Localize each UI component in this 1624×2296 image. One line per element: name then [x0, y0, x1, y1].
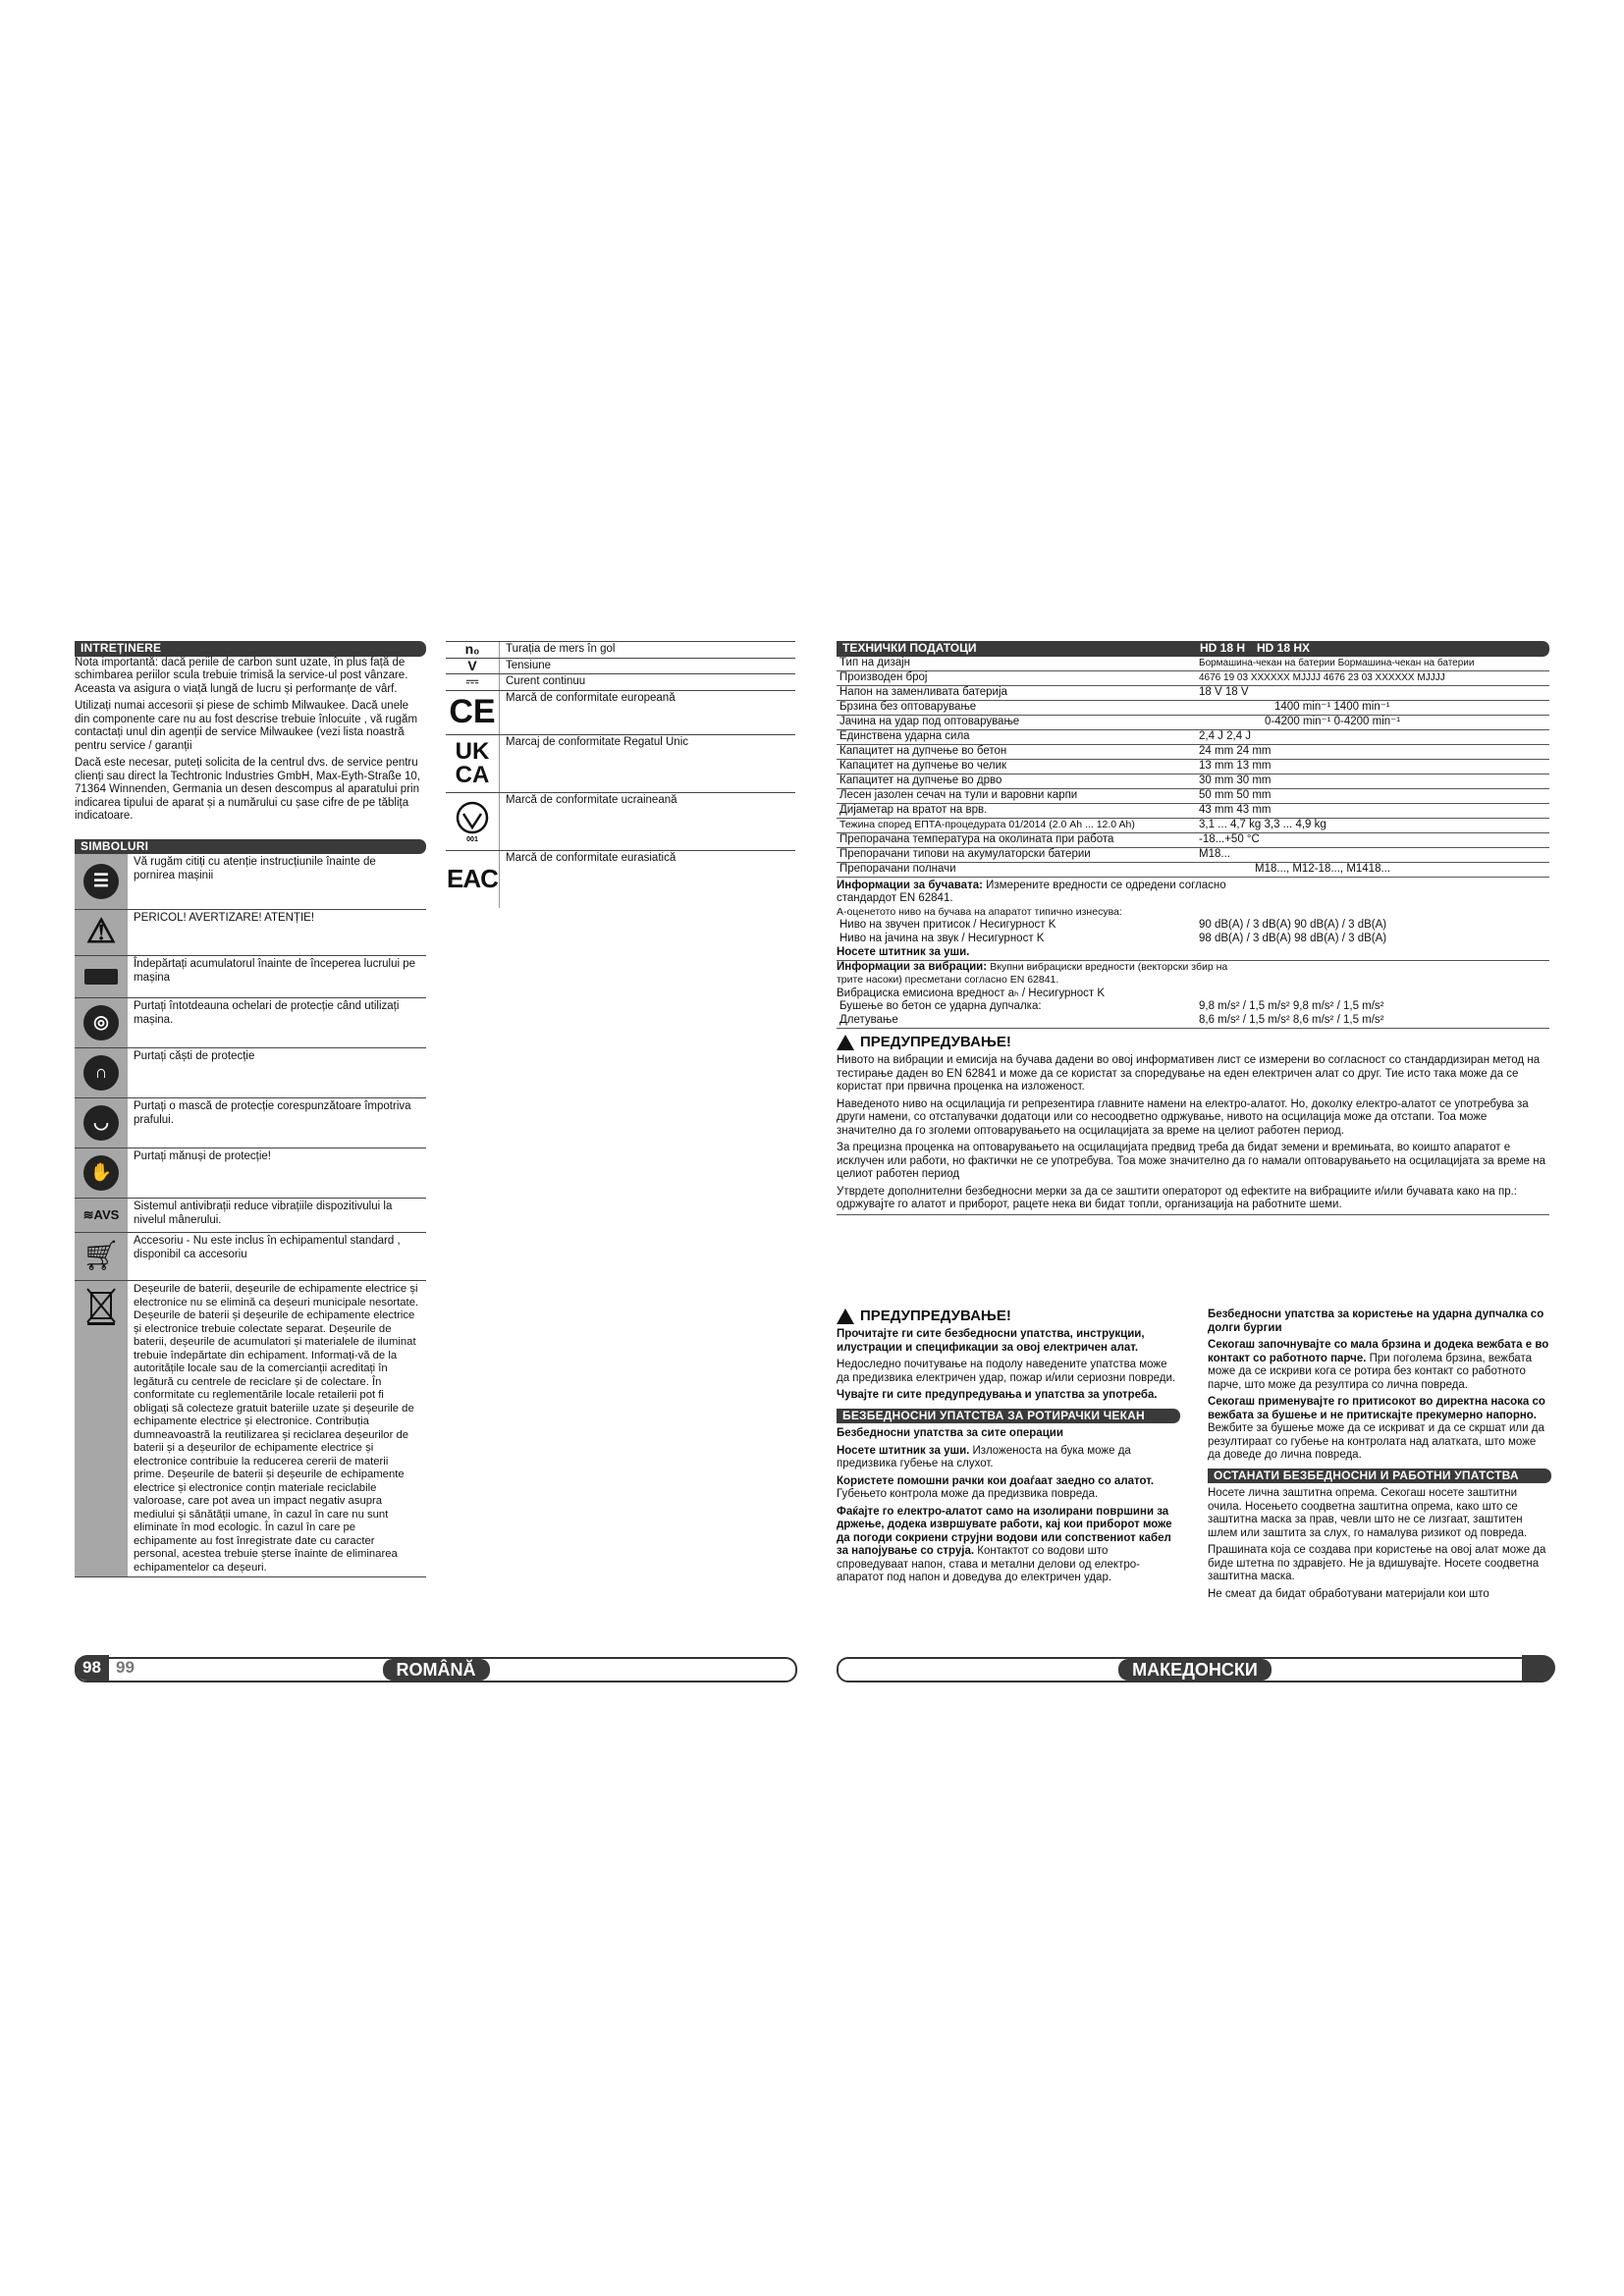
spec-value: 50 mm 50 mm [1196, 788, 1549, 803]
rotary-heading: БЕЗБЕДНОСНИ УПАТСТВА ЗА РОТИРАЧКИ ЧЕКАН [837, 1409, 1180, 1424]
symbol-row [75, 956, 426, 998]
maintenance-p1: Nota importantă: dacă periile de carbon sunt uzate, în plus față de schimbarea periilor scula trebuie trimisă la service-ul post vânzare. Aceasta va asigura o viață lungă de lucru și performanțe de vârf. [75, 656, 408, 695]
rotary-p2 [837, 1475, 1180, 1502]
symbol2-text: Curent continuu [499, 674, 795, 690]
long-bits-p2-text: Вежбите за бушење може да се искриват и да се скршат или да резултираат со губење на контролата над алатката, што може да доведе до лична повреда. [1208, 1422, 1544, 1461]
n0-speed-icon: n₀ [464, 641, 480, 657]
symbol2-row [446, 691, 795, 735]
spec-key: Тип на дизајн [837, 657, 1196, 671]
table-row [837, 670, 1549, 685]
spec-value: 0-4200 min⁻¹ 0-4200 min⁻¹ [1196, 715, 1549, 729]
table-row [837, 715, 1549, 729]
dc-current-icon: ⎓ [465, 673, 479, 690]
symbol-row [75, 1281, 426, 1577]
residual-p3: Не смеат да бидат обработувани материјали кои што [1208, 1587, 1489, 1600]
symbol-row [75, 1148, 426, 1199]
ro-page-number: 98 [75, 1655, 109, 1681]
gloves-icon: ✋ [75, 1148, 128, 1198]
symbol-text: Deșeurile de baterii, deșeurile de echipamente electrice și electronice nu se elimină ca deșeuri municipale nesortate. Deșeurile de baterii și deșeurile de echipamente electrice și electronice trebuie colectate separat. Deșeurile de baterii, deșeurile de acumulatori și materialele de iluminat trebuie îndepărtate din echipament. Informați-vă de la autoritățile locale sau de la comercianții acreditați în legătură cu centrele de reciclare și de colectare. În conformitate cu reglementările locale retailerii pot fi obligați să colecteze gratuit bateriile uzate și deșeurile de echipamente electrice și electronice. Contribuția dumneavoastră la reutilizarea și reciclarea deșeurilor de baterii și a deșeurilor de echipamente electrice și electronice contribuie la reducerea cererii de materii prime. Deșeurile de baterii și deșeurile de echipamente electrice și electronice conțin materiale reciclabile valoroase, care pot avea un impact negativ asupra mediului și sănătății umane, în cazul în care nu sunt eliminate în mod ecologic. În cazul în care pe echipamente au fost înregistrate date cu caracter personal, acestea trebuie șterse înainte de eliminarea echipamentelor ca deșeuri. [134, 1283, 419, 1574]
table-row [837, 818, 1549, 832]
eac-mark-icon: EAC [447, 863, 498, 893]
noise-table [837, 919, 1549, 946]
long-bits-p1 [1208, 1339, 1551, 1392]
symbol-row [75, 1048, 426, 1098]
volt-icon: V [467, 657, 477, 673]
symbol2-row [446, 674, 795, 691]
table-row [837, 919, 1549, 933]
spec-value: 2,4 J 2,4 J [1196, 729, 1549, 744]
spec-value: 18 V 18 V [1196, 685, 1549, 700]
table-row [837, 759, 1549, 774]
spec-key: Единствена ударна сила [837, 729, 1196, 744]
mk-spec-area [837, 641, 1549, 1219]
table-row [837, 933, 1549, 946]
spec-table [837, 657, 1549, 878]
spec-heading: ТЕХНИЧКИ ПОДАТОЦИ [842, 641, 977, 655]
table-row [837, 774, 1549, 788]
ear-note: Носете штитник за уши. [837, 946, 1549, 961]
spec-key: Производен број [837, 670, 1196, 685]
warning-triangle-icon [837, 1035, 854, 1050]
spec-value: 98 dB(A) / 3 dB(A) 98 dB(A) / 3 dB(A) [1199, 933, 1387, 944]
remove-battery-icon [75, 956, 128, 997]
table-row [837, 685, 1549, 700]
symbol-text: Purtați întotdeauna ochelari de protecție când utilizați mașina. [134, 1000, 400, 1026]
spec-key: Ниво на јачина на звук / Несигурност K [839, 933, 1045, 944]
spec-value: 13 mm 13 mm [1196, 759, 1549, 774]
svg-text:001: 001 [466, 835, 478, 843]
symbol-text: PERICOL! AVERTIZARE! ATENȚIE! [134, 912, 315, 924]
spec-key: Лесен јазолен сечач на тули и варовни карпи [837, 788, 1196, 803]
long-bits-p1-bold: Секогаш започнувајте со мала брзина и додека вежбата е во контакт со работното парче. [1208, 1339, 1549, 1364]
spec-value: 8,6 m/s² / 1,5 m/s² 8,6 m/s² / 1,5 m/s² [1196, 1014, 1549, 1029]
table-row [837, 700, 1549, 715]
ua-mark-icon [446, 793, 499, 850]
vib-table [837, 1000, 1549, 1029]
spec-value: 3,1 ... 4,7 kg 3,3 ... 4,9 kg [1196, 818, 1549, 832]
spec-header [837, 641, 1549, 657]
warning1-p1: Нивото на вибрации и емисија на бучава дадени во овој информативен лист се измерени во согласност со стандардизиран метод на тестирање даден во EN 62841 и може да се користат за споредување на еден електричен алат со друг. Тие исто така може да се користат при првична проценка на изложеност. [837, 1054, 1541, 1093]
spec-key: Препорачани полначи [837, 862, 1196, 877]
mk-footer-cap [1522, 1655, 1555, 1681]
warning2-p2: Чувајте ги сите предупредувања и упатства за употреба. [837, 1389, 1158, 1401]
symbol-text: Purtați mănuși de protecție! [134, 1150, 271, 1162]
vib-title: Информации за вибрации: [837, 960, 988, 973]
rotary-p3-text: Контактот со водови што спроведуваат напон, става и метални делови од електро-апаратот под напон и доведува до електричен удар. [837, 1545, 1140, 1583]
spec-model-2: HD 18 HX [1257, 641, 1311, 655]
vib-info [837, 961, 1229, 988]
symbols-table [75, 854, 426, 1577]
residual-p1: Носете лична заштитна опрема. Секогаш носете заштитни очила. Носењето соодветна заштитна опрема, како што се заштитна маска за прав, чевли што не се лизгаат, заштитен шлем или заштита за слух, го намалува ризикот од повреда. [1208, 1487, 1528, 1539]
long-bits-p2 [1208, 1396, 1551, 1463]
long-bits-p2-bold: Секогаш применувајте го притисокот во директна насока со вежбата за бушење и не притискајте прекумерно напорно. [1208, 1396, 1545, 1421]
table-row [837, 1000, 1549, 1014]
rotary-sub: Безбедносни упатства за сите операции [837, 1427, 1063, 1439]
ce-mark-icon: CE [449, 692, 496, 730]
spec-value: 30 mm 30 mm [1196, 774, 1549, 788]
table-row [837, 803, 1549, 818]
mk-footer [837, 1657, 1553, 1682]
spec-value: 90 dB(A) / 3 dB(A) 90 dB(A) / 3 dB(A) [1199, 919, 1387, 931]
symbol-text: Vă rugăm citiți cu atenție instrucțiunile înainte de pornirea mașinii [134, 856, 376, 881]
rotary-p2-text: Губењето контрола може да предизвика повреда. [837, 1488, 1099, 1500]
ro-language-label: ROMÂNĂ [383, 1659, 490, 1681]
symbol2-row [446, 659, 795, 675]
spec-key: Препорачана температура на околината при работа [837, 832, 1196, 847]
ro-column-1 [75, 641, 426, 1577]
symbol2-row [446, 851, 795, 908]
ear-protection-icon: ∩ [75, 1048, 128, 1097]
spec-model-1: HD 18 H [1200, 641, 1246, 655]
vib-sub: Вибрациска емисиона вредност aₕ / Несигурност K [837, 987, 1106, 999]
rotary-p1-text: Изложеноста на бука може да предизвика губење на слухот. [837, 1444, 1131, 1469]
table-row [837, 832, 1549, 847]
symbol2-text: Marcă de conformitate europeană [499, 691, 795, 734]
maintenance-heading: INTREȚINERE [75, 641, 426, 657]
dust-mask-icon: ◡ [75, 1098, 128, 1148]
warning1-title-row [837, 1035, 1549, 1050]
noise-sub: А-оценетото ниво на бучава на апаратот типично изнесува: [837, 905, 1122, 918]
spec-key: Брзина без оптоварување [837, 700, 1196, 715]
warning2-title: ПРЕДУПРЕДУВАЊЕ! [860, 1308, 1011, 1325]
noise-info [837, 880, 1229, 906]
ukca-mark-icon: UK CA [455, 737, 490, 788]
spec-value: Бормашина-чекан на батерии Бормашина-чекан на батерии [1196, 657, 1549, 671]
mk-column-lower-1 [837, 1308, 1180, 1589]
spec-key: Ниво на звучен притисок / Несигурност K [839, 919, 1056, 931]
symbol-row [75, 1098, 426, 1148]
rotary-p3-bold: Фаќајте го електро-алатот само на изолирани површини за држење, додека извршувате работи, кај кои приборот може да погоди сокриени струјни водови или сопствениот кабел за напојување со струја. [837, 1505, 1172, 1557]
symbol-row [75, 998, 426, 1048]
mk-language-label: МАКЕДОНСКИ [1118, 1659, 1272, 1681]
symbol-text: Purtați o mască de protecție corespunzătoare împotriva prafului. [134, 1100, 411, 1126]
symbol2-row [446, 735, 795, 793]
spec-value: 4676 19 03 XXXXXX MJJJJ 4676 23 03 XXXXXX MJJJJ [1196, 670, 1549, 685]
symbol2-row [446, 641, 795, 659]
warning-triangle-icon [837, 1308, 854, 1324]
symbol-row [75, 1199, 426, 1233]
spec-key: Капацитет на дупчење во бетон [837, 744, 1196, 759]
noise-intro: Измерените вредности се одредени согласно стандардот EN 62841. [837, 879, 1226, 904]
symbol-row [75, 910, 426, 956]
long-bits-sub: Безбедносни упатства за користење на ударна дупчалка со долги бургии [1208, 1308, 1544, 1334]
warning1-p3: За прецизна проценка на оптоварувањето на осцилацијата предвид треба да бидат земени и времињата, во коишто апаратот е исклучен или работи, но фактички не се употребува. Тоа може значително да го намали оптоварувањето на осцилацијата за време на целиот работен период [837, 1142, 1545, 1180]
spec-value: 43 mm 43 mm [1196, 803, 1549, 818]
symbol2-text: Marcaj de conformitate Regatul Unic [499, 735, 795, 792]
spec-key: Препорачани типови на акумулаторски батерии [837, 847, 1196, 862]
symbol2-text: Turația de mers în gol [499, 642, 795, 658]
spec-key: Бушење во бетон се ударна дупчалка: [839, 1000, 1042, 1012]
spec-value: 9,8 m/s² / 1,5 m/s² 9,8 m/s² / 1,5 m/s² [1199, 1000, 1384, 1012]
warning1-p4: Утврдете дополнителни безбедносни мерки за да се заштити операторот од ефектите на вибрациите и/или бучавата како на пр.: одржувајте го алатот и приборот, рацете нека ви бидат топли, организација на работните шеми. [837, 1186, 1549, 1215]
symbol2-text: Tensiune [499, 659, 795, 674]
table-row [837, 744, 1549, 759]
symbol-text: Purtați căști de protecție [134, 1050, 255, 1062]
table-row [837, 729, 1549, 744]
spec-key: Длетување [837, 1014, 1196, 1029]
ro-footer [75, 1657, 797, 1682]
spec-value: -18...+50 °C [1196, 832, 1549, 847]
warning1-title: ПРЕДУПРЕДУВАЊЕ! [860, 1034, 1011, 1051]
warning2-lead: Прочитајте ги сите безбедносни упатства, инструкции, илустрации и спецификации за овој електричен алат. [837, 1328, 1145, 1354]
mk-column-lower-2 [1208, 1308, 1551, 1605]
table-row [837, 862, 1549, 877]
spec-key: Капацитет на дупчење во дрво [837, 774, 1196, 788]
read-manual-icon: ☰ [75, 854, 128, 909]
safety-goggles-icon: ◎ [75, 998, 128, 1047]
rotary-p1 [837, 1445, 1180, 1471]
rotary-p1-bold: Носете штитник за уши. [837, 1444, 970, 1457]
symbol2-text: Marcă de conformitate eurasiatică [499, 851, 795, 908]
shopping-cart-icon: 🛒︎ [75, 1233, 128, 1280]
spec-value: M18... [1196, 847, 1549, 862]
residual-p2: Прашината која се создава при користење на овој алат може да биде штетна по здравјето. Не ја вдишувајте. Носете соодветна заштитна маска. [1208, 1544, 1546, 1582]
symbol-text: Îndepărtați acumulatorul înainte de începerea lucrului pe mașina [134, 958, 416, 984]
noise-title: Информации за бучавата: [837, 879, 983, 891]
ro-column-2 [446, 641, 795, 908]
spec-value: M18..., M12-18..., M1418... [1196, 862, 1549, 877]
symbols-heading: SIMBOLURI [75, 839, 426, 855]
spec-value: 1400 min⁻¹ 1400 min⁻¹ [1196, 700, 1549, 715]
spec-key: Тежина според ЕПТА-процедурата 01/2014 (2.0 Ah ... 12.0 Ah) [837, 818, 1196, 832]
symbol-text: Accesoriu - Nu este inclus în echipamentul standard , disponibil ca accesoriu [134, 1235, 401, 1260]
table-row [837, 1014, 1549, 1029]
spec-key: Напон на заменливата батерија [837, 685, 1196, 700]
maintenance-p3: Dacă este necesar, puteți solicita de la centrul dvs. de service pentru clienți sau direct la Techtronic Industries GmbH, Max-Eyth-Straße 10, 71364 Winnenden, Germania un desen descompus al aparatului prin indicarea tipului de aparat și a numărului cu șase cifre de pe tăblița indicatoare. [75, 757, 420, 822]
residual-heading: ОСТАНАТИ БЕЗБЕДНОСНИ И РАБОТНИ УПАТСТВА [1208, 1468, 1551, 1484]
symbol2-row [446, 793, 795, 851]
table-row [837, 657, 1549, 671]
rotary-p2-bold: Користете помошни рачки кои доаѓаат заедно со алатот. [837, 1474, 1155, 1487]
long-bits-p1-text: При поголема брзина, вежбата може да се искриви кога се ротира без контакт со работното парче, што може да резултира со лична повреда. [1208, 1352, 1532, 1391]
rotary-p3 [837, 1506, 1180, 1585]
maintenance-p2: Utilizați numai accesorii și piese de schimb Milwaukee. Dacă unele din componente care nu au fost descrise trebuie înlocuite , vă rugăm contactați unul din agenții de service Milwaukee (vezi lista noastră pentru service / garanții [75, 700, 418, 752]
avs-icon: ≋AVS [75, 1199, 128, 1232]
symbol-text: Sistemul antivibrații reduce vibrațiile dispozitivului la nivelul mânerului. [134, 1201, 393, 1226]
warning2-title-row [837, 1308, 1180, 1324]
symbol2-text: Marcă de conformitate ucraineană [499, 793, 795, 850]
symbol-row [75, 1233, 426, 1281]
warning-triangle-icon: ⚠ [75, 910, 128, 955]
warning2-p1: Недоследно почитување на подолу наведените упатства може да предизвика електричен удар, пожар и/или сериозни повреди. [837, 1359, 1176, 1384]
spec-value: 24 mm 24 mm [1196, 744, 1549, 759]
vib-intro: Вкупни вибрациски вредности (векторски збир на трите насоки) пресметани согласно EN 62841. [837, 960, 1228, 986]
crossed-bin-icon [75, 1281, 128, 1576]
symbol-row [75, 854, 426, 910]
ro-page-number-next: 99 [116, 1658, 135, 1677]
table-row [837, 847, 1549, 862]
warning1-p2: Наведеното ниво на осцилација ги репрезентира главните намени на електро-алатот. Но, доколку електро-алатот се употребува за други намени, со отстапувачки додатоци или со несоодветно одржување, нивото на осцилација може да отстапи. Тоа може значително да го зголеми оптоварувањето на осцилацијата за време на целиот работен период. [837, 1097, 1529, 1137]
spec-key: Дијаметар на вратот на врв. [837, 803, 1196, 818]
spec-key: Капацитет на дупчење во челик [837, 759, 1196, 774]
spec-key: Јачина на удар под оптоварување [837, 715, 1196, 729]
table-row [837, 788, 1549, 803]
